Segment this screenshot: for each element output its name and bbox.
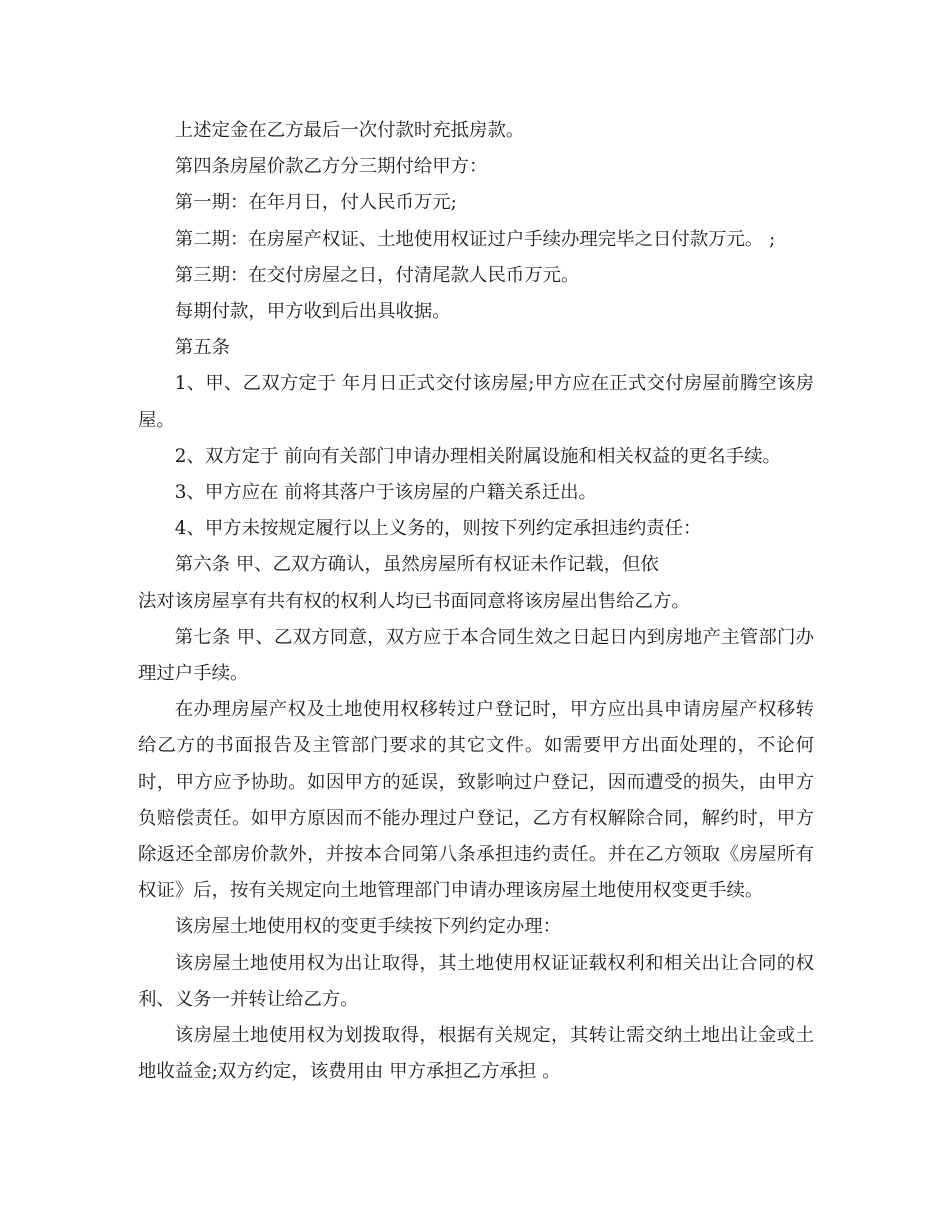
paragraph-article-5-item-2: 2、双方定于 前向有关部门申请办理相关附属设施和相关权益的更名手续。 bbox=[174, 445, 781, 467]
paragraph-receipt: 每期付款，甲方收到后出具收据。 bbox=[174, 301, 451, 323]
paragraph-article-5-heading: 第五条 bbox=[174, 337, 230, 359]
paragraph-installment-3: 第三期：在交付房屋之日，付清尾款人民币万元。 bbox=[174, 264, 580, 286]
paragraph-deposit-offset: 上述定金在乙方最后一次付款时充抵房款。 bbox=[174, 120, 525, 141]
paragraph-article-7: 第七条 甲、乙双方同意，双方应于本合同生效之日起日内到房地产主管部门办理过户手续。 bbox=[138, 626, 814, 685]
paragraph-article-5-item-3: 3、甲方应在 前将其落户于该房屋的户籍关系迁出。 bbox=[174, 482, 597, 504]
paragraph-land-use-change: 该房屋土地使用权的变更手续按下列约定办理： bbox=[174, 916, 562, 938]
paragraph-transfer-registration: 在办理房屋产权及土地使用权移转过户登记时，甲方应出具申请房屋产权移转给乙方的书面报告及主管部门要求的其它文件。如需要甲方出面处理的，不论何时，甲方应予协助。如因甲方的延误，致影响过户登记，因而遭受的损失，由甲方负赔偿责任。如甲方原因而不能办理过户登记，乙方有权解除合同，解约时，甲方除返还全部房价款外，并按本合同第八条承担违约责任。并在乙方领取《房屋所有权证》后，按有关规定向土地管理部门申请办理该房屋土地使用权变更手续。 bbox=[138, 699, 814, 902]
paragraph-land-use-allocated: 该房屋土地使用权为划拨取得，根据有关规定，其转让需交纳土地出让金或土地收益金;双方约定，该费用由 甲方承担乙方承担 。 bbox=[138, 1025, 814, 1083]
paragraph-installment-1: 第一期：在年月日，付人民币万元; bbox=[174, 192, 457, 214]
paragraph-article-4-heading: 第四条房屋价款乙方分三期付给甲方： bbox=[174, 156, 488, 178]
paragraph-article-6: 第六条 甲、乙双方确认，虽然房屋所有权证未作记载，但依 bbox=[174, 554, 659, 576]
paragraph-installment-2: 第二期：在房屋产权证、土地使用权证过户手续办理完毕之日付款万元。 ; bbox=[174, 228, 776, 250]
paragraph-article-5-item-1: 1、甲、乙双方定于 年月日正式交付该房屋;甲方应在正式交付房屋前腾空该房屋。 bbox=[138, 373, 814, 431]
document-body bbox=[138, 113, 814, 1090]
paragraph-land-use-granted: 该房屋土地使用权为出让取得，其土地使用权证证载权利和相关出让合同的权利、义务一并转让给乙方。 bbox=[138, 952, 814, 1010]
paragraph-article-5-item-4: 4、甲方未按规定履行以上义务的，则按下列约定承担违约责任： bbox=[174, 518, 702, 540]
paragraph-article-6-continued: 法对该房屋享有共有权的权利人均已书面同意将该房屋出售给乙方。 bbox=[138, 590, 690, 612]
